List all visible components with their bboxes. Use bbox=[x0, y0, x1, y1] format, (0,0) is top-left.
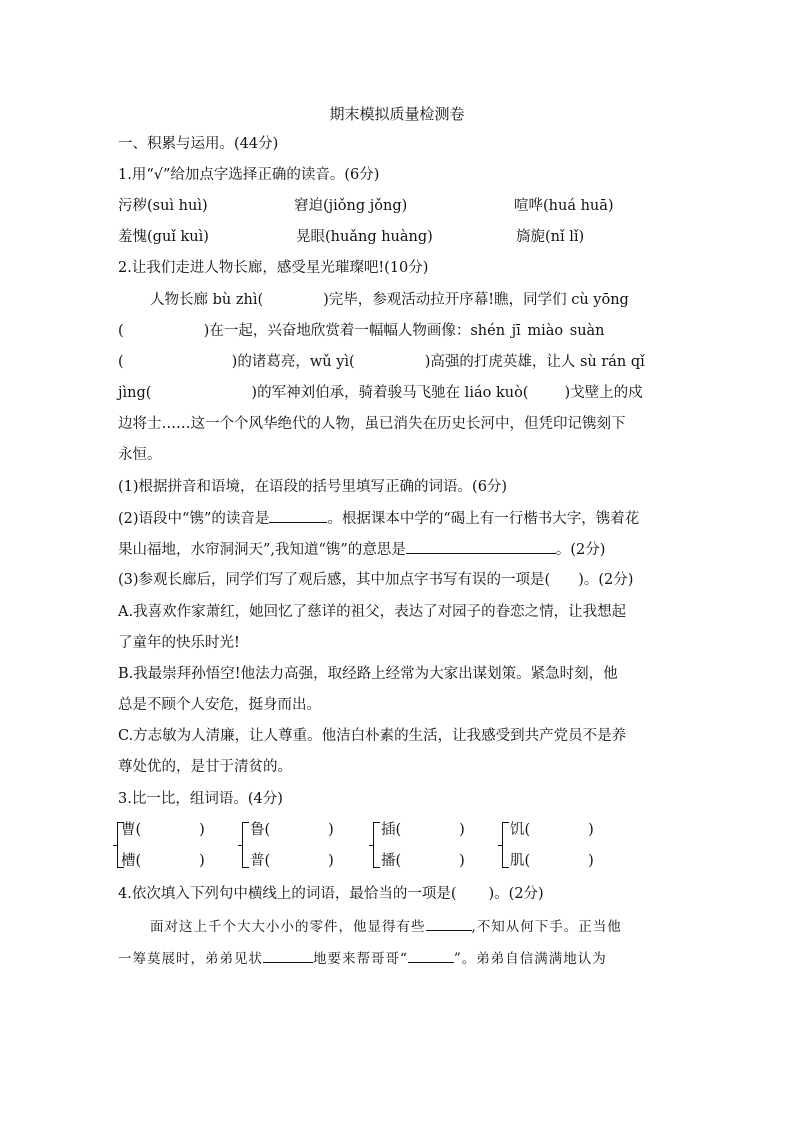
passage-line: 边将士……这一个个风华绝代的人物，虽已消失在历史长河中，但凭印记镌刻下 bbox=[118, 416, 626, 432]
q3-word: 饥( ) bbox=[510, 822, 594, 838]
passage-line: ( )的诸葛亮，wǔ yì( )高强的打虎英雄，让人 sù rán qǐ bbox=[118, 354, 645, 370]
option-b: 总是不顾个人安危，挺身而出。 bbox=[118, 697, 321, 713]
q2-sub2: 果山福地，水帘洞洞天”,我知道“镌”的意思是 。(2分) bbox=[118, 539, 605, 560]
section-heading: 一、积累与运用。(44分) bbox=[118, 136, 279, 152]
passage-line: jìng( )的军神刘伯承，骑着骏马飞驰在 liáo kuò( )戈壁上的戍 bbox=[118, 385, 643, 401]
q1-item: 喧哗(huá huā) bbox=[514, 198, 614, 214]
q1-stem: 1.用“√”给加点字选择正确的读音。(6分) bbox=[118, 167, 380, 183]
answer-blank[interactable] bbox=[269, 508, 327, 523]
q1-item: 窘迫(jiǒng jǒng) bbox=[294, 198, 408, 214]
q4-text-line: 面对这上千个大大小小的零件，他显得有些 ,不知从何下手。正当他 bbox=[150, 916, 622, 937]
answer-blank[interactable] bbox=[406, 539, 556, 554]
q2-sub1: (1)根据拼音和语境，在语段的括号里填写正确的词语。(6分) bbox=[118, 479, 508, 495]
passage-line: 永恒。 bbox=[118, 447, 162, 463]
q3-word: 曹( ) bbox=[121, 822, 205, 838]
q1-item: 旖旎(nǐ lǐ) bbox=[516, 229, 585, 245]
option-a: A.我喜欢作家萧红，她回忆了慈详的祖父，表达了对园子的眷恋之情，让我想起 bbox=[118, 604, 627, 620]
answer-blank[interactable] bbox=[263, 948, 313, 963]
q2-stem: 2.让我们走进人物长廊，感受星光璀璨吧!(10分) bbox=[118, 260, 429, 276]
q1-item: 污秽(suì huì) bbox=[118, 198, 208, 214]
passage-line: ( )在一起，兴奋地欣赏着一幅幅人物画像：shén jī miào suàn bbox=[118, 323, 605, 339]
option-c: 尊处优的，是甘于清贫的。 bbox=[118, 759, 292, 775]
q2-sub2: (2)语段中“镌”的读音是 。根据课本中学的“碣上有一行楷书大字，镌着花 bbox=[118, 508, 639, 529]
q3-word: 播( ) bbox=[381, 853, 465, 869]
q1-item: 羞愧(guǐ kuì) bbox=[118, 229, 209, 245]
option-a: 了童年的快乐时光! bbox=[118, 635, 240, 651]
answer-blank[interactable] bbox=[408, 948, 454, 963]
q3-stem: 3.比一比，组词语。(4分) bbox=[118, 791, 283, 807]
q3-word: 普( ) bbox=[250, 853, 334, 869]
q1-item: 晃眼(huǎng huàng) bbox=[296, 229, 433, 245]
brace bbox=[373, 822, 380, 868]
q3-word: 鲁( ) bbox=[250, 822, 334, 838]
brace bbox=[242, 822, 249, 868]
q3-word: 肌( ) bbox=[510, 853, 594, 869]
passage-line: 人物长廊 bù zhì( )完毕，参观活动拉开序幕!瞧，同学们 cù yōng bbox=[150, 292, 629, 308]
q3-word: 槽( ) bbox=[121, 853, 205, 869]
option-b: B.我最崇拜孙悟空!他法力高强，取经路上经常为大家出谋划策。紧急时刻，他 bbox=[118, 666, 618, 682]
page-title: 期末模拟质量检测卷 bbox=[329, 105, 465, 123]
q4-text-line: 一筹莫展时，弟弟见状 地要来帮哥哥“ ”。弟弟自信满满地认为 bbox=[118, 948, 607, 969]
brace bbox=[502, 822, 509, 868]
answer-blank[interactable] bbox=[426, 916, 472, 931]
q4-stem: 4.依次填入下列句中横线上的词语，最恰当的一项是( )。(2分) bbox=[118, 886, 544, 902]
q3-word: 插( ) bbox=[381, 822, 465, 838]
q2-sub3: (3)参观长廊后，同学们写了观后感，其中加点字书写有误的一项是( )。(2分) bbox=[118, 572, 634, 588]
option-c: C.方志敏为人清廉，让人尊重。他洁白朴素的生活，让我感受到共产党员不是养 bbox=[118, 728, 627, 744]
